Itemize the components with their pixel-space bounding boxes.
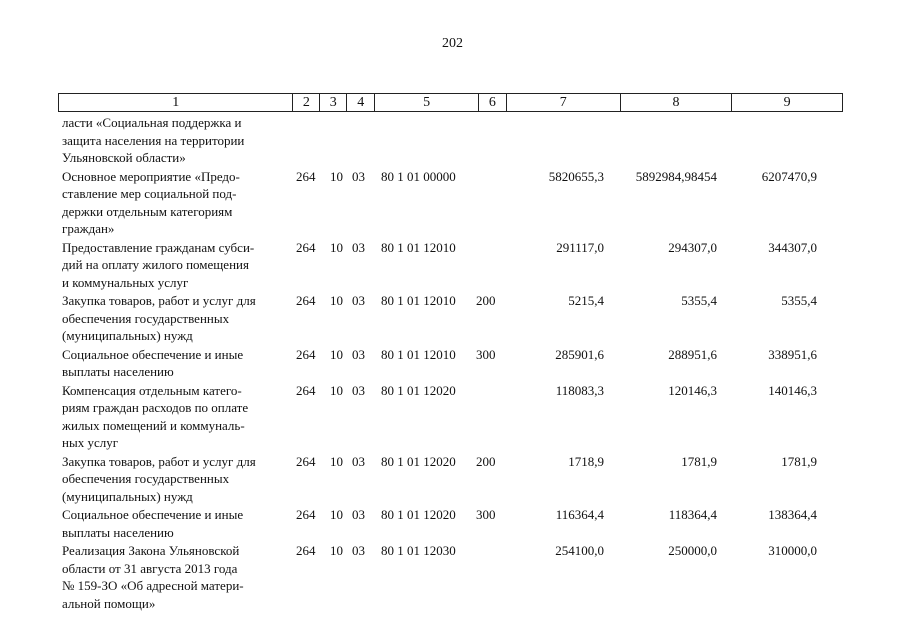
row-name: Закупка товаров, работ и услуг для обеспечения государственных (муниципальных) нужд xyxy=(62,293,256,343)
row-name: Социальное обеспечение и иные выплаты населению xyxy=(62,507,244,540)
cell-col-2: 264 xyxy=(296,453,316,469)
cell-col-2: 264 xyxy=(296,168,316,184)
cell-col-8: 5892984,98454 xyxy=(635,168,717,184)
cell-col-5: 80 1 01 12010 xyxy=(381,346,456,362)
cell-col-8: 288951,6 xyxy=(668,346,717,362)
cell-col-8: 294307,0 xyxy=(668,239,717,255)
table-row xyxy=(62,542,843,612)
cell-col-4: 03 xyxy=(352,346,365,362)
table-row xyxy=(62,346,843,381)
cell-col-3: 10 xyxy=(330,453,343,469)
header-col-5: 5 xyxy=(375,94,479,111)
cell-col-5: 80 1 01 12010 xyxy=(381,239,456,255)
cell-col-4: 03 xyxy=(352,239,365,255)
cell-col-2: 264 xyxy=(296,543,316,558)
cell-col-9: 6207470,9 xyxy=(761,168,817,184)
page-number: 202 xyxy=(442,36,463,51)
row-name: Основное мероприятие «Предо- ставление мер социальной под- держки отдельным категориям граждан» xyxy=(62,168,240,236)
cell-col-9: 1781,9 xyxy=(781,453,817,469)
row-name: Реализация Закона Ульяновской области от 31 августа 2013 года № 159-ЗО «Об адресной матери- альной помощи» xyxy=(62,543,244,611)
cell-col-2: 264 xyxy=(296,346,316,362)
cell-col-9: 344307,0 xyxy=(768,239,817,255)
table-row xyxy=(62,168,843,238)
cell-col-5: 80 1 01 12020 xyxy=(381,453,456,469)
cell-col-3: 10 xyxy=(330,507,343,522)
cell-col-2: 264 xyxy=(296,507,316,522)
cell-col-9: 310000,0 xyxy=(768,543,817,558)
cell-col-7: 5820655,3 xyxy=(548,168,604,184)
cell-col-3: 10 xyxy=(330,239,343,255)
cell-col-5: 80 1 01 12030 xyxy=(381,543,456,558)
row-name: Социальное обеспечение и иные выплаты населению xyxy=(62,346,244,379)
header-col-4: 4 xyxy=(347,94,375,111)
header-col-9: 9 xyxy=(783,95,791,110)
header-col-1: 1 xyxy=(59,94,293,111)
cell-col-6: 300 xyxy=(476,346,496,362)
cell-col-9: 138364,4 xyxy=(768,507,817,522)
header-col-2: 2 xyxy=(293,94,320,111)
cell-col-3: 10 xyxy=(330,382,343,398)
cell-col-5: 80 1 01 12010 xyxy=(381,293,456,308)
cell-col-6: 300 xyxy=(476,507,496,522)
cell-col-4: 03 xyxy=(352,382,365,398)
cell-col-8: 250000,0 xyxy=(668,543,717,558)
cell-col-4: 03 xyxy=(352,543,365,558)
cell-col-4: 03 xyxy=(352,453,365,469)
cell-col-4: 03 xyxy=(352,507,365,522)
cell-col-7: 291117,0 xyxy=(556,239,604,255)
table-row xyxy=(62,239,843,292)
table-row xyxy=(62,114,843,167)
cell-col-2: 264 xyxy=(296,382,316,398)
table-body xyxy=(62,114,843,613)
cell-col-6: 200 xyxy=(476,293,496,308)
table-row xyxy=(62,382,843,452)
row-name: Предоставление гражданам субси- дий на оплату жилого помещения и коммунальных услуг xyxy=(62,239,255,290)
header-col-7: 7 xyxy=(507,94,621,111)
row-name: ласти «Социальная поддержка и защита населения на территории Ульяновской области» xyxy=(62,115,245,165)
cell-col-2: 264 xyxy=(296,293,316,308)
cell-col-5: 80 1 01 00000 xyxy=(381,168,456,184)
cell-col-8: 120146,3 xyxy=(668,382,717,398)
cell-col-7: 1718,9 xyxy=(568,453,604,469)
cell-col-9: 140146,3 xyxy=(768,382,817,398)
cell-col-3: 10 xyxy=(330,543,343,558)
cell-col-7: 254100,0 xyxy=(555,543,604,558)
table-row xyxy=(62,453,843,506)
table-header xyxy=(58,93,843,112)
table-row xyxy=(62,506,843,541)
cell-col-8: 1781,9 xyxy=(681,453,717,469)
cell-col-5: 80 1 01 12020 xyxy=(381,382,456,398)
cell-col-3: 10 xyxy=(330,346,343,362)
header-col-3: 3 xyxy=(320,94,347,111)
cell-col-5: 80 1 01 12020 xyxy=(381,507,456,522)
header-col-8: 8 xyxy=(621,94,733,111)
cell-col-7: 118083,3 xyxy=(555,382,604,398)
cell-col-8: 118364,4 xyxy=(668,507,717,522)
cell-col-7: 5215,4 xyxy=(568,293,604,308)
cell-col-9: 5355,4 xyxy=(781,293,817,308)
row-name: Компенсация отдельным катего- риям граждан расходов по оплате жилых помещений и коммуналь- ных услуг xyxy=(62,382,249,450)
cell-col-4: 03 xyxy=(352,168,365,184)
cell-col-4: 03 xyxy=(352,293,365,308)
cell-col-2: 264 xyxy=(296,239,316,255)
cell-col-6: 200 xyxy=(476,453,496,469)
cell-col-3: 10 xyxy=(330,293,343,308)
header-col-6: 6 xyxy=(479,94,507,111)
cell-col-8: 5355,4 xyxy=(681,293,717,308)
row-name: Закупка товаров, работ и услуг для обеспечения государственных (муниципальных) нужд xyxy=(62,453,256,504)
cell-col-9: 338951,6 xyxy=(768,346,817,362)
cell-col-7: 116364,4 xyxy=(555,507,604,522)
cell-col-7: 285901,6 xyxy=(555,346,604,362)
table-row xyxy=(62,292,843,345)
cell-col-3: 10 xyxy=(330,168,343,184)
